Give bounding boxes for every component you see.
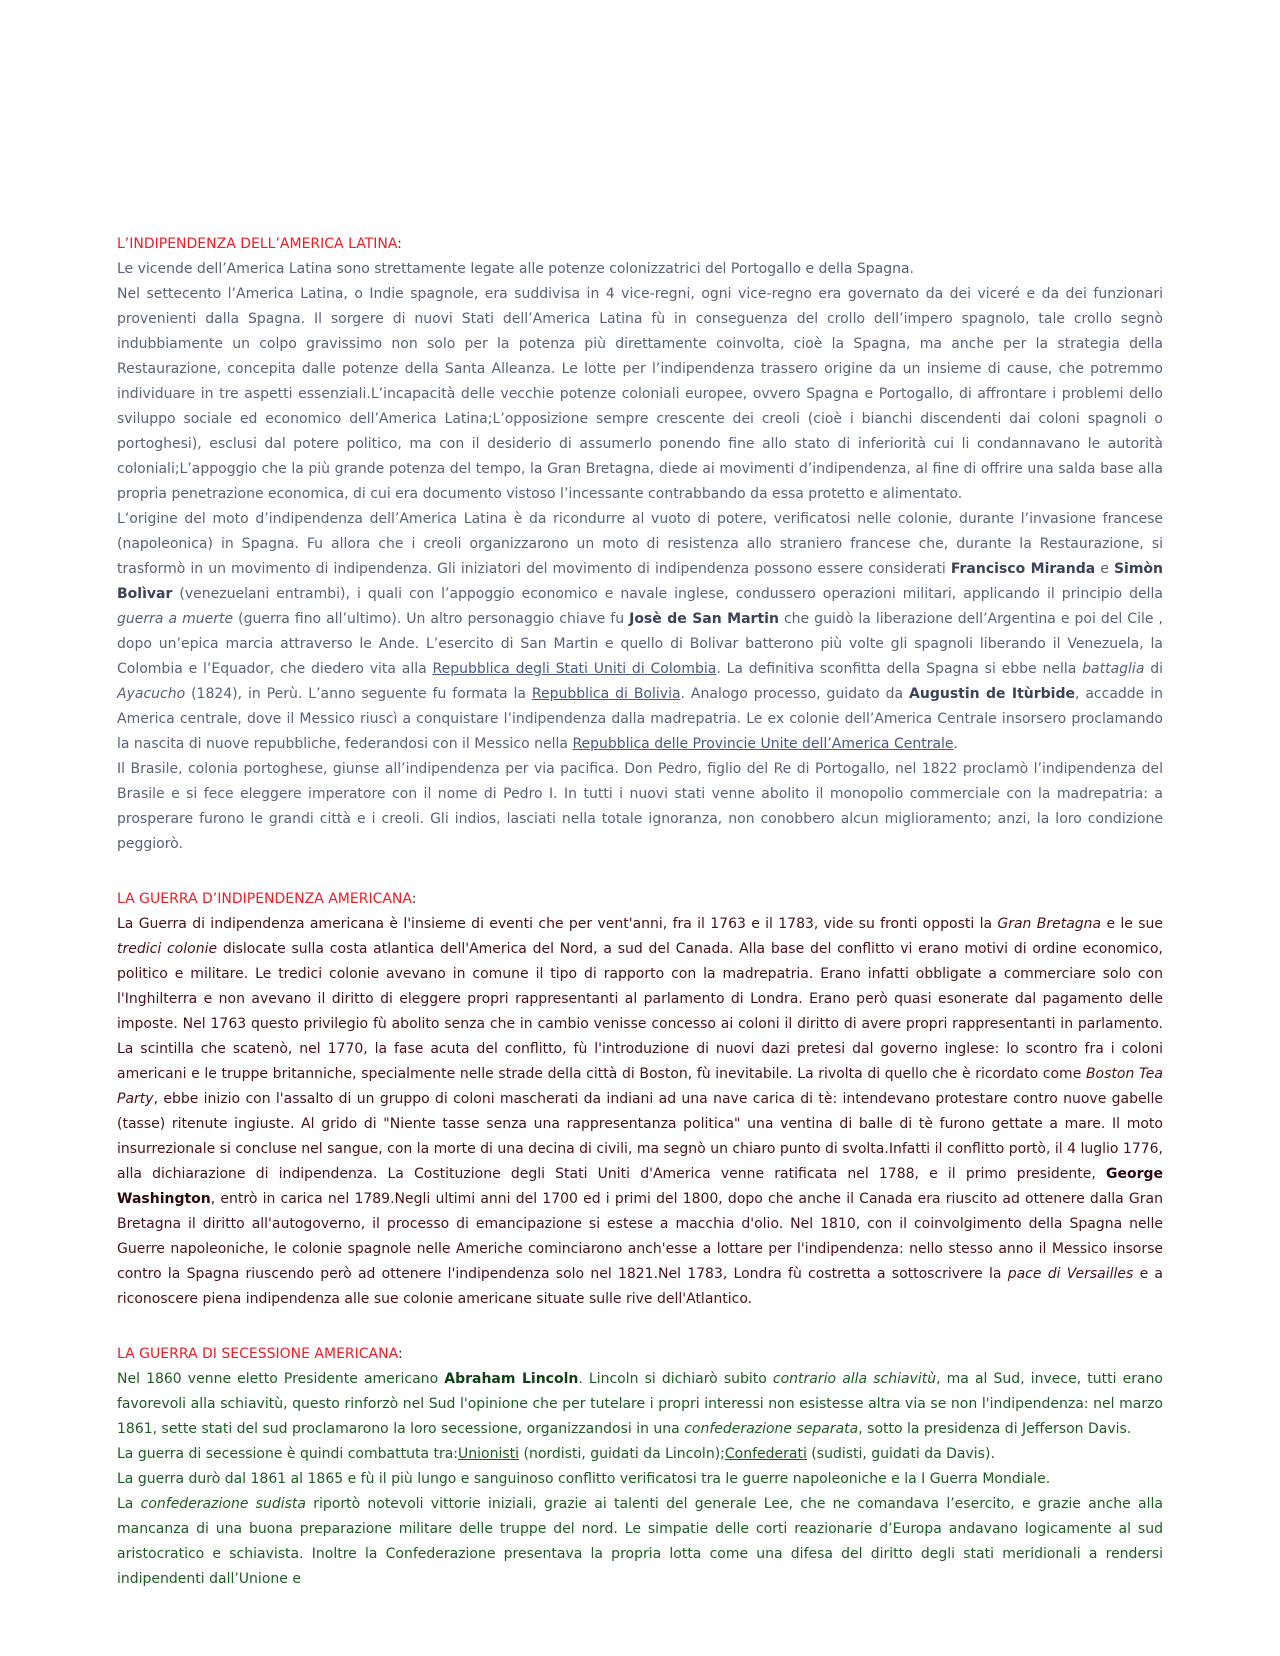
- paragraph: Nel settecento l’America Latina, o Indie spagnole, era suddivisa in 4 vice-regni, ogni vice-regno era governato da dei viceré e da dei funzionari provenienti dalla Spagna. Il sorgere di nuovi Stati dell’America Latina fù in conseguenza del crollo dell’impero spagnolo, tale crollo segnò indubbiamente un colpo gravissimo non solo per la potenza più direttamente coinvolta, cioè la Spagna, ma anche per la strategia della Restaurazione, concepita dalle potenze della Santa Alleanza. Le lotte per l’indipendenza trassero origine da un insieme di cause, che potremmo individuare in tre aspetti essenziali.L’incapacità delle vecchie potenze coloniali europee, ovvero Spagna e Portogallo, di affrontare i problemi dello sviluppo sociale ed economico dell’America Latina;L’opposizione sempre crescente dei creoli (cioè i bianchi discendenti dai coloni spagnoli o portoghesi), esclusi dal potere politico, ma con il desiderio di assumerlo ponendo fine allo stato di inferiorità cui li condannavano le autorità coloniali;L’appoggio che la più grande potenza del tempo, la Gran Bretagna, diede ai movimenti d’indipendenza, al fine di offrire una salda base alla propria penetrazione economica, di cui era documento vistoso l’incessante contrabbando da essa protetto e alimentato.: [117, 286, 1163, 502]
- paragraph: Nel 1860 venne eletto Presidente americano Abraham Lincoln. Lincoln si dichiarò subito contrario alla schiavitù, ma al Sud, invece, tutti erano favorevoli alla schiavitù, questo rinforzò nel Sud l'opinione che per tutelare i propri interessi non esistesse altra via se non l'indipendenza: nel marzo 1861, sette stati del sud proclamarono la loro secessione, organizzandosi in una confederazione separata, sotto la presidenza di Jefferson Davis.: [117, 1371, 1163, 1437]
- italic-term: battaglia: [1082, 661, 1145, 677]
- underlined-term: Repubblica di Bolivia: [531, 686, 681, 702]
- section-latin-america: [117, 232, 1163, 857]
- heading-colon: :: [397, 236, 402, 252]
- italic-term: contrario alla schiavitù: [772, 1371, 937, 1387]
- bold-name: Abraham Lincoln: [444, 1371, 579, 1387]
- bold-name: Francisco Miranda: [950, 561, 1096, 577]
- heading-text: L’INDIPENDENZA DELL’AMERICA LATINA: [117, 236, 398, 252]
- italic-term: confederazione separata: [684, 1421, 859, 1437]
- bold-name: Josè de San Martin: [629, 611, 779, 627]
- section-civil-war: [117, 1342, 1163, 1592]
- heading-colon: :: [411, 891, 417, 907]
- italic-term: pace di Versailles: [1007, 1266, 1134, 1282]
- underlined-term: Confederati: [724, 1446, 807, 1462]
- heading-text: LA GUERRA D’INDIPENDENZA AMERICANA: [117, 891, 412, 907]
- underlined-term: Repubblica degli Stati Uniti di Colombia: [432, 661, 717, 677]
- italic-term: Gran Bretagna: [997, 916, 1102, 932]
- section-heading: [117, 1342, 1163, 1367]
- paragraph: La guerra durò dal 1861 al 1865 e fù il più lungo e sanguinoso conflitto verificatosi tra le guerre napoleoniche e la I Guerra Mondiale.: [117, 1471, 1051, 1487]
- bold-name: Augustin de Itùrbide: [909, 686, 1075, 702]
- heading-colon: :: [397, 1346, 403, 1362]
- section-american-independence: [117, 887, 1163, 1312]
- paragraph: Le vicende dell’America Latina sono strettamente legate alle potenze colonizzatrici del Portogallo e della Spagna.: [117, 261, 914, 277]
- heading-text: LA GUERRA DI SECESSIONE AMERICANA: [117, 1346, 398, 1362]
- paragraph: Il Brasile, colonia portoghese, giunse all’indipendenza per via pacifica. Don Pedro, figlio del Re di Portogallo, nel 1822 proclamò l’indipendenza del Brasile e si fece eleggere imperatore con il nome di Pedro I. In tutti i nuovi stati venne abolito il monopolio commerciale con la madrepatria: a prosperare furono le grandi città e i creoli. Gli indios, lasciati nella totale ignoranza, non conobbero alcun miglioramento; anzi, la loro condizione peggiorò.: [117, 761, 1163, 852]
- paragraph: La Guerra di indipendenza americana è l'insieme di eventi che per vent'anni, fra il 1763 e il 1783, vide su fronti opposti la Gran Bretagna e le sue tredici colonie dislocate sulla costa atlantica dell'America del Nord, a sud del Canada. Alla base del conflitto vi erano motivi di ordine economico, politico e militare. Le tredici colonie avevano in comune il tipo di rapporto con la madrepatria. Erano infatti obbligate a commerciare solo con l'Inghilterra e non avevano il diritto di eleggere propri rappresentanti al parlamento di Londra. Erano però quasi esonerate dal pagamento delle imposte. Nel 1763 questo privilegio fù abolito senza che in cambio venisse concesso ai coloni il diritto di avere propri rappresentanti in parlamento. La scintilla che scatenò, nel 1770, la fase acuta del conflitto, fù l'introduzione di nuovi dazi pretesi dal governo inglese: lo scontro fra i coloni americani e le truppe britanniche, specialmente nelle strade della città di Boston, fù inevitabile. La rivolta di quello che è ricordato come Boston Tea Party, ebbe inizio con l'assalto di un gruppo di coloni mascherati da indiani ad una nave carica di tè: intendevano protestare contro nuove gabelle (tasse) ritenute ingiuste. Al grido di "Niente tasse senza una rappresentanza politica" una ventina di balle di tè furono gettate a mare. Il moto insurrezionale si concluse nel sangue, con la morte di una decina di civili, ma segnò un chiaro punto di svolta.Infatti il conflitto portò, il 4 luglio 1776, alla dichiarazione di indipendenza. La Costituzione degli Stati Uniti d'America venne ratificata nel 1788, e il primo presidente, George Washington, entrò in carica nel 1789.Negli ultimi anni del 1700 ed i primi del 1800, dopo che anche il Canada era riuscito ad ottenere dalla Gran Bretagna il diritto all'autogoverno, il processo di emancipazione si estese a macchia d'olio. Nel 1810, con il coinvolgimento della Spagna nelle Guerre napoleoniche, le colonie spagnole nelle Americhe cominciarono anch'esse a lottare per l'indipendenza: nello stesso anno il Messico insorse contro la Spagna riuscendo però ad ottenere l'indipendenza solo nel 1821.Nel 1783, Londra fù costretta a sottoscrivere la pace di Versailles e a riconoscere piena indipendenza alle sue colonie americane situate sulle rive dell'Atlantico.: [117, 916, 1164, 1307]
- italic-term: Boston Tea Party: [117, 1066, 1163, 1107]
- bold-name: Simòn Bolìvar: [117, 561, 1163, 602]
- bold-name: George Washington: [117, 1166, 1163, 1207]
- italic-term: confederazione sudista: [140, 1496, 306, 1512]
- underlined-term: Unionisti: [458, 1446, 520, 1462]
- italic-term: guerra a muerte: [117, 611, 234, 627]
- underlined-term: Repubblica delle Provincie Unite dell’America Centrale: [572, 736, 954, 752]
- section-heading: [117, 232, 1163, 257]
- paragraph: La guerra di secessione è quindi combattuta tra:Unionisti (nordisti, guidati da Lincoln);Confederati (sudisti, guidati da Davis).: [117, 1446, 995, 1462]
- document-page: [117, 232, 1163, 1622]
- paragraph: La confederazione sudista riportò notevoli vittorie iniziali, grazie ai talenti del generale Lee, che ne comandava l’esercito, e grazie anche alla mancanza di una buona preparazione militare delle truppe del nord. Le simpatie delle corti reazionarie d’Europa andavano logicamente al sud aristocratico e schiavista. Inoltre la Confederazione presentava la propria lotta come una difesa del diritto degli stati meridionali a rendersi indipendenti dall’Unione e: [117, 1496, 1163, 1587]
- paragraph: L’origine del moto d’indipendenza dell’America Latina è da ricondurre al vuoto di potere, verificatosi nelle colonie, durante l’invasione francese (napoleonica) in Spagna. Fu allora che i creoli organizzarono un moto di resistenza allo straniero francese che, durante la Restaurazione, si trasformò in un movimento di indipendenza. Gli iniziatori del movimento di indipendenza possono essere considerati Francisco Miranda e Simòn Bolìvar (venezuelani entrambi), i quali con l’appoggio economico e navale inglese, condussero operazioni militari, applicando il principio della guerra a muerte (guerra fino all’ultimo). Un altro personaggio chiave fu Josè de San Martin che guidò la liberazione dell’Argentina e poi del Cile , dopo un’epica marcia attraverso le Ande. L’esercito di San Martin e quello di Bolivar batterono più volte gli spagnoli liberando il Venezuela, la Colombia e l’Equador, che diedero vita alla Repubblica degli Stati Uniti di Colombia. La definitiva sconfitta della Spagna si ebbe nella battaglia di Ayacucho (1824), in Perù. L’anno seguente fu formata la Repubblica di Bolivia. Analogo processo, guidato da Augustin de Itùrbide, accadde in America centrale, dove il Messico riuscì a conquistare l’indipendenza dalla madrepatria. Le ex colonie dell’America Centrale insorsero proclamando la nascita di nuove repubbliche, federandosi con il Messico nella Repubblica delle Provincie Unite dell’America Centrale.: [117, 511, 1163, 752]
- italic-term: tredici colonie: [117, 941, 218, 957]
- italic-term: Ayacucho: [117, 686, 186, 702]
- section-heading: [117, 887, 1163, 912]
